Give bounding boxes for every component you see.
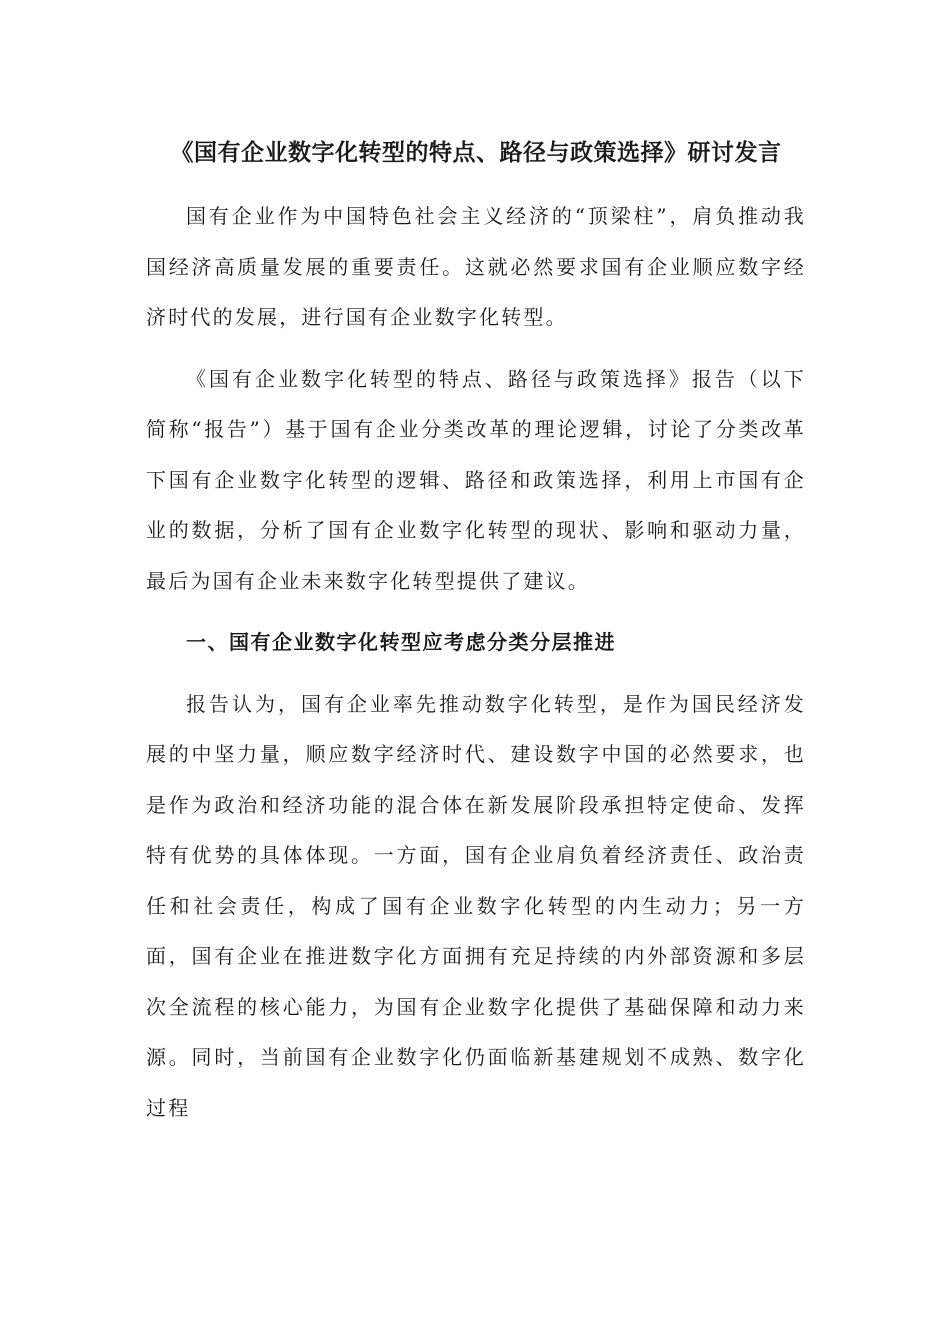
document-title: 《国有企业数字化转型的特点、路径与政策选择》研讨发言	[170, 140, 782, 166]
document-body	[146, 126, 806, 1133]
section-heading-1: 一、国有企业数字化转型应考虑分类分层推进	[186, 630, 616, 654]
paragraph-intro: 国有企业作为中国特色社会主义经济的“顶梁柱”，肩负推动我国经济高质量发展的重要责任。这就必然要求国有企业顺应数字经济时代的发展，进行国有企业数字化转型。	[146, 204, 806, 329]
paragraph-report-summary: 《国有企业数字化转型的特点、路径与政策选择》报告（以下简称“报告”）基于国有企业分类改革的理论逻辑，讨论了分类改革下国有企业数字化转型的逻辑、路径和政策选择，利用上市国有企业的数据，分析了国有企业数字化转型的现状、影响和驱动力量，最后为国有企业未来数字化转型提供了建议。	[146, 366, 806, 593]
paragraph-report-view: 报告认为，国有企业率先推动数字化转型，是作为国民经济发展的中坚力量，顺应数字经济时代、建设数字中国的必然要求，也是作为政治和经济功能的混合体在新发展阶段承担特定使命、发挥特有优势的具体体现。一方面，国有企业肩负着经济责任、政治责任和社会责任，构成了国有企业数字化转型的内生动力；另一方面，国有企业在推进数字化方面拥有充足持续的内外部资源和多层次全流程的核心能力，为国有企业数字化提供了基础保障和动力来源。同时，当前国有企业数字化仍面临新基建规划不成熟、数字化过程	[146, 691, 806, 1120]
